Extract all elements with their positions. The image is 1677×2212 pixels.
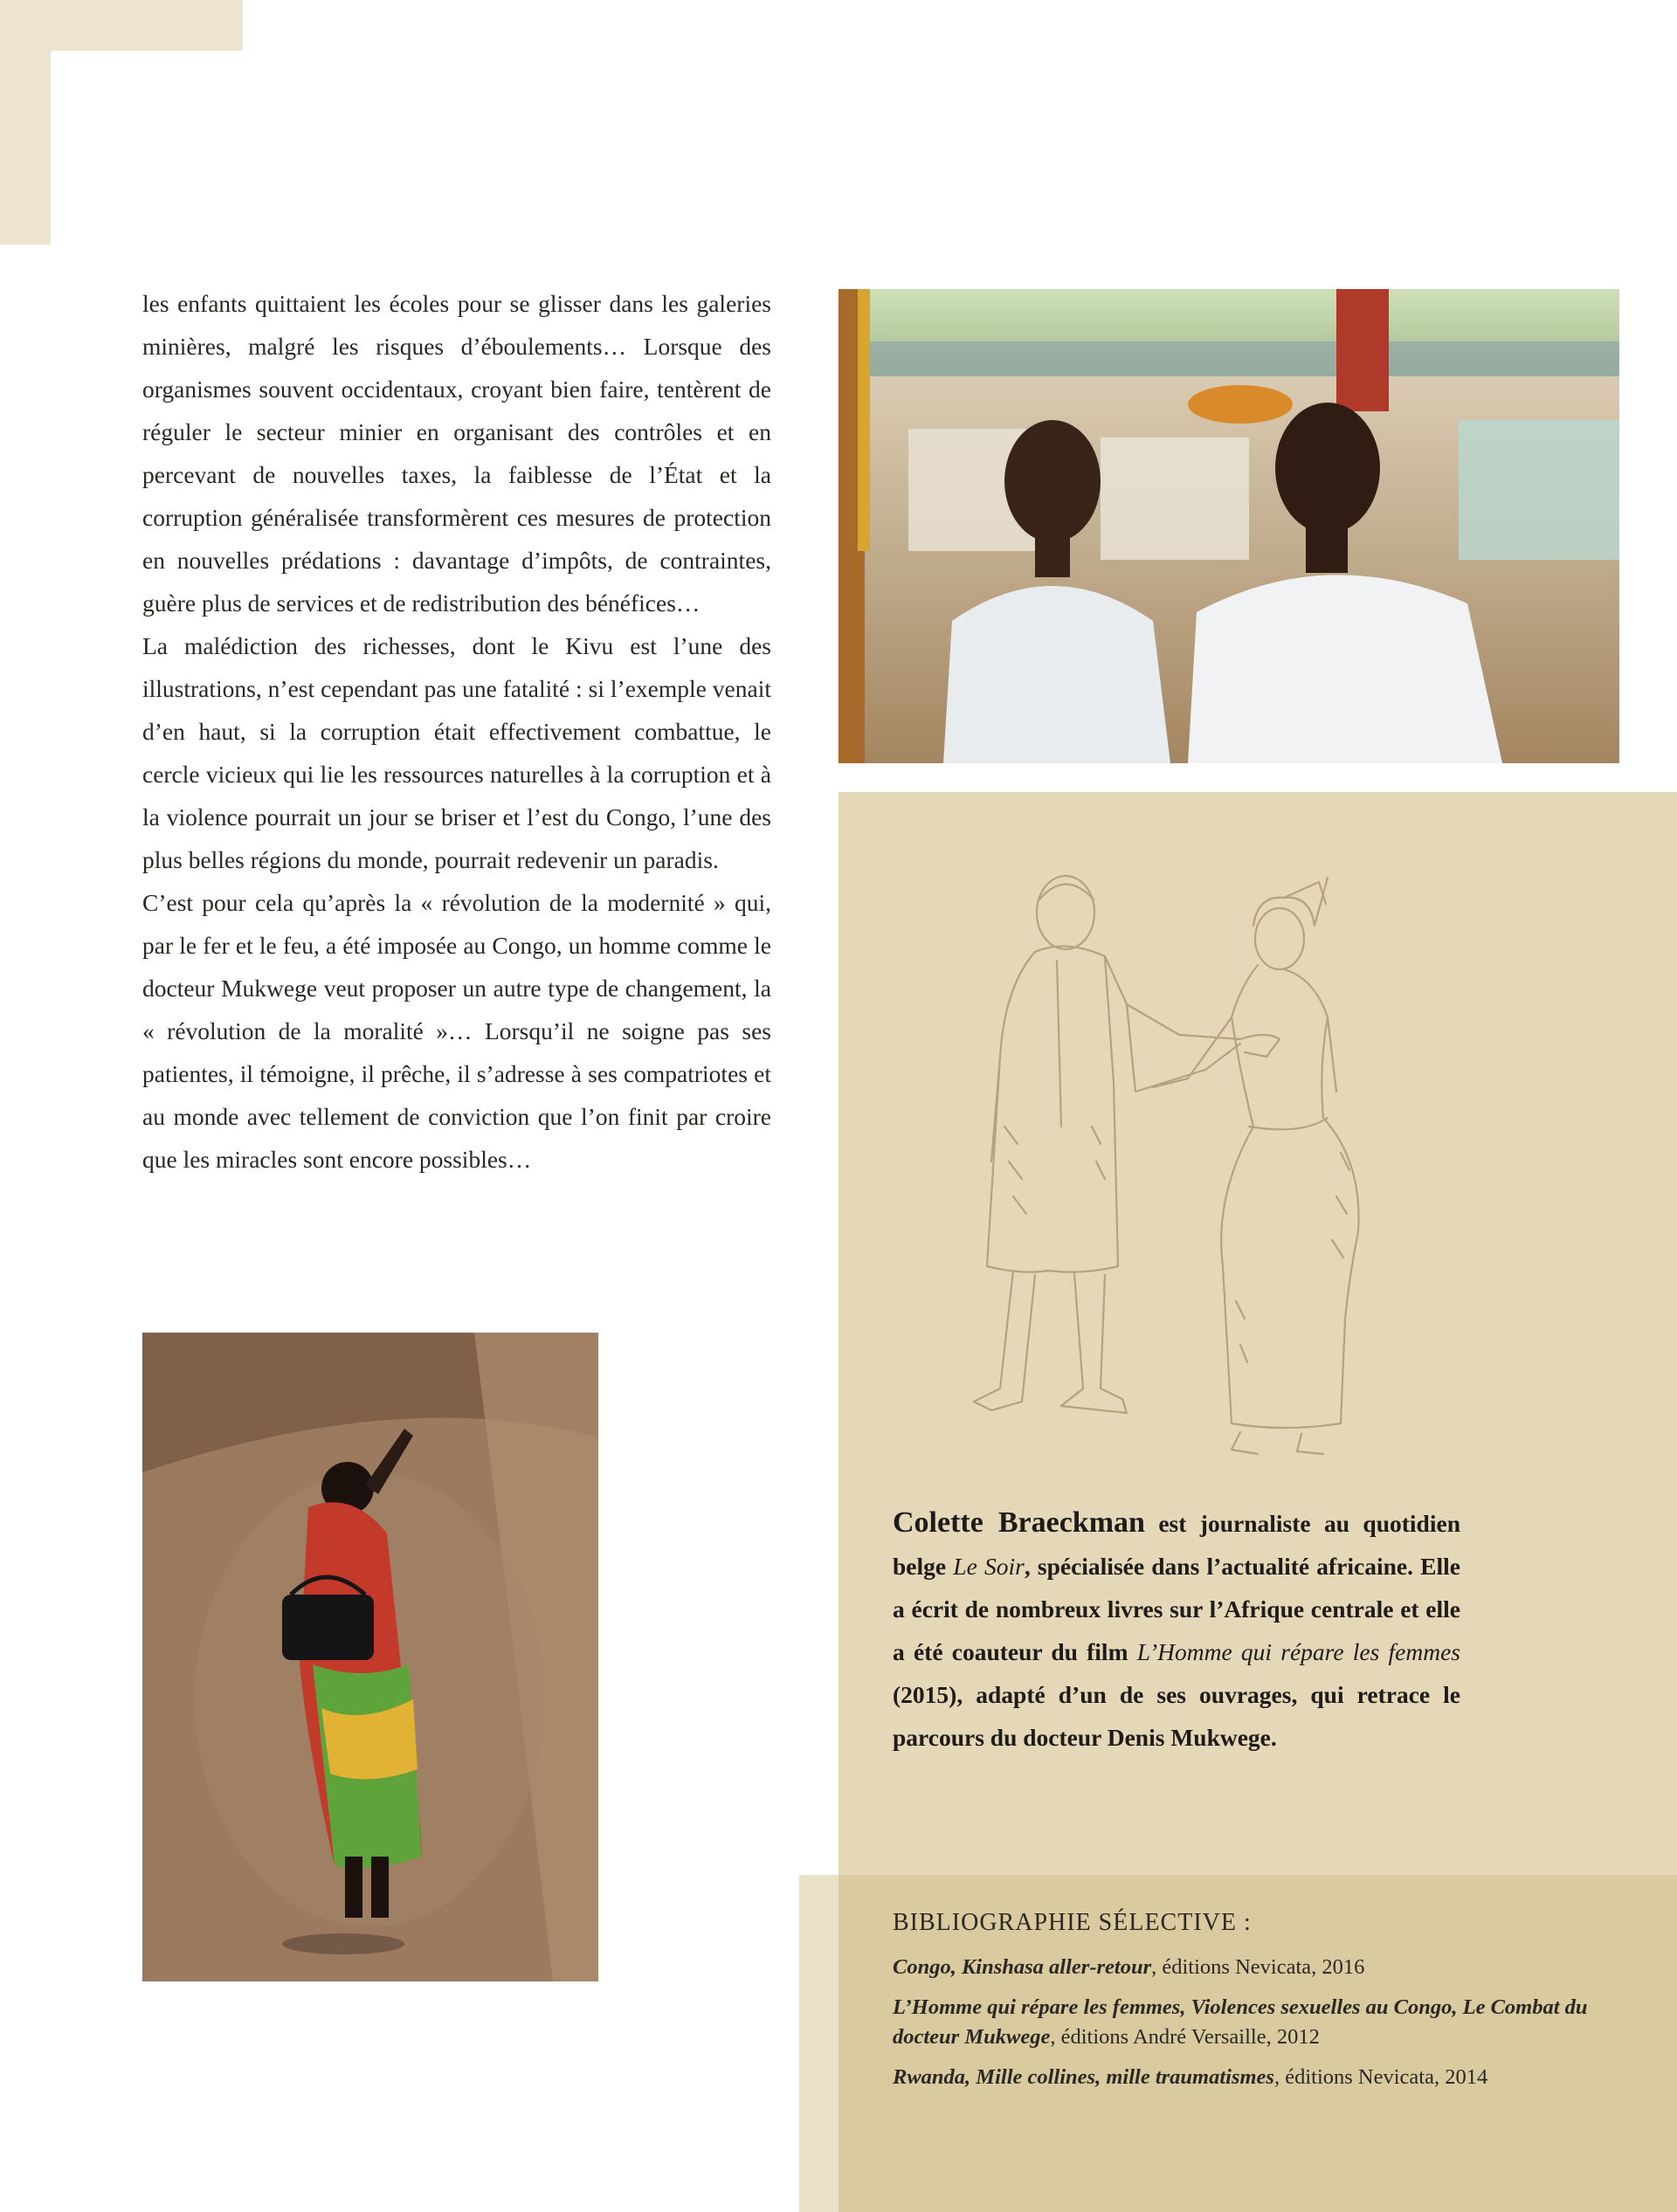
bibliography-item: [893, 1953, 1635, 1982]
bibliography-item: [893, 1993, 1635, 2052]
bibliography-item: [893, 2063, 1635, 2092]
book-title: Congo, Kinshasa aller-retour: [893, 1955, 1152, 1979]
bibliography-heading: BIBLIOGRAPHIE SÉLECTIVE :: [893, 1909, 1252, 1936]
book-details: , éditions Nevicata, 2016: [1151, 1955, 1365, 1979]
photo-two-students: [838, 289, 1619, 763]
author-bio-paragraph: [893, 1501, 1460, 1759]
sketch-doctor-and-woman: [952, 865, 1441, 1467]
book-details: , éditions Nevicata, 2014: [1273, 2065, 1488, 2089]
photo-woman-waving: [142, 1333, 598, 1981]
paragraph: C’est pour cela qu’après la « révolution de la modernité » qui, par le fer et le feu, a été imposée au Congo, un homme comme le docteur Mukwege veut proposer un autre type de changement, la « révolution de la moralité »… Lorsqu’il ne soigne pas ses patientes, il témoigne, il prêche, il s’adresse à ses compatriotes et au monde avec tellement de conviction que l’on finit par croire que les miracles sont encore possibles…: [142, 889, 771, 1173]
film-title: L’Homme qui répare les femmes: [1136, 1638, 1460, 1665]
book-title: L’Homme qui répare les femmes, Violences sexuelles au Congo, Le Combat du docteur Mukwege: [893, 1995, 1588, 2049]
paragraph: La malédiction des richesses, dont le Kivu est l’une des illustrations, n’est cependant pas une fatalité : si l’exemple venait d’en haut, si la corruption était effectivement combattue, le cercle vicieux qui lie les ressources naturelles à la corruption et à la violence pourrait un jour se briser et l’est du Congo, l’une des plus belles régions du monde, pourrait redevenir un paradis.: [142, 632, 771, 873]
bibliography-list: [893, 1953, 1635, 2103]
book-details: , éditions André Versaille, 2012: [1050, 2025, 1320, 2049]
author-bio: [893, 1501, 1460, 1759]
book-title: Rwanda, Mille collines, mille traumatismes: [893, 2065, 1274, 2089]
bio-text: (2015), adapté d’un de ses ouvrages, qui retrace le parcours du docteur Denis Mukwege.: [893, 1681, 1460, 1751]
newspaper-title: Le Soir: [953, 1553, 1025, 1580]
bio-text: , spécialisée dans l’actualité africaine. Elle a écrit de nombreux livres sur l’Afrique centrale et elle a été coauteur du film: [893, 1553, 1460, 1665]
author-name: Colette Braeckman: [893, 1506, 1145, 1539]
main-article-text: [142, 282, 771, 1181]
bibliography-panel-edge: [799, 1875, 838, 2212]
bio-text: est journaliste au quotidien belge: [893, 1510, 1460, 1580]
corner-decoration-left: [0, 0, 51, 245]
paragraph: les enfants quittaient les écoles pour se glisser dans les galeries minières, malgré les risques d’éboulements… Lorsque des organismes souvent occidentaux, croyant bien faire, tentèrent de réguler le secteur minier en organisant des contrôles et en percevant de nouvelles taxes, la faiblesse de l’État et la corruption généralisée transformèrent ces mesures de protection en nouvelles prédations : davantage d’impôts, de contraintes, guère plus de services et de redistribution des bénéfices…: [142, 290, 771, 617]
